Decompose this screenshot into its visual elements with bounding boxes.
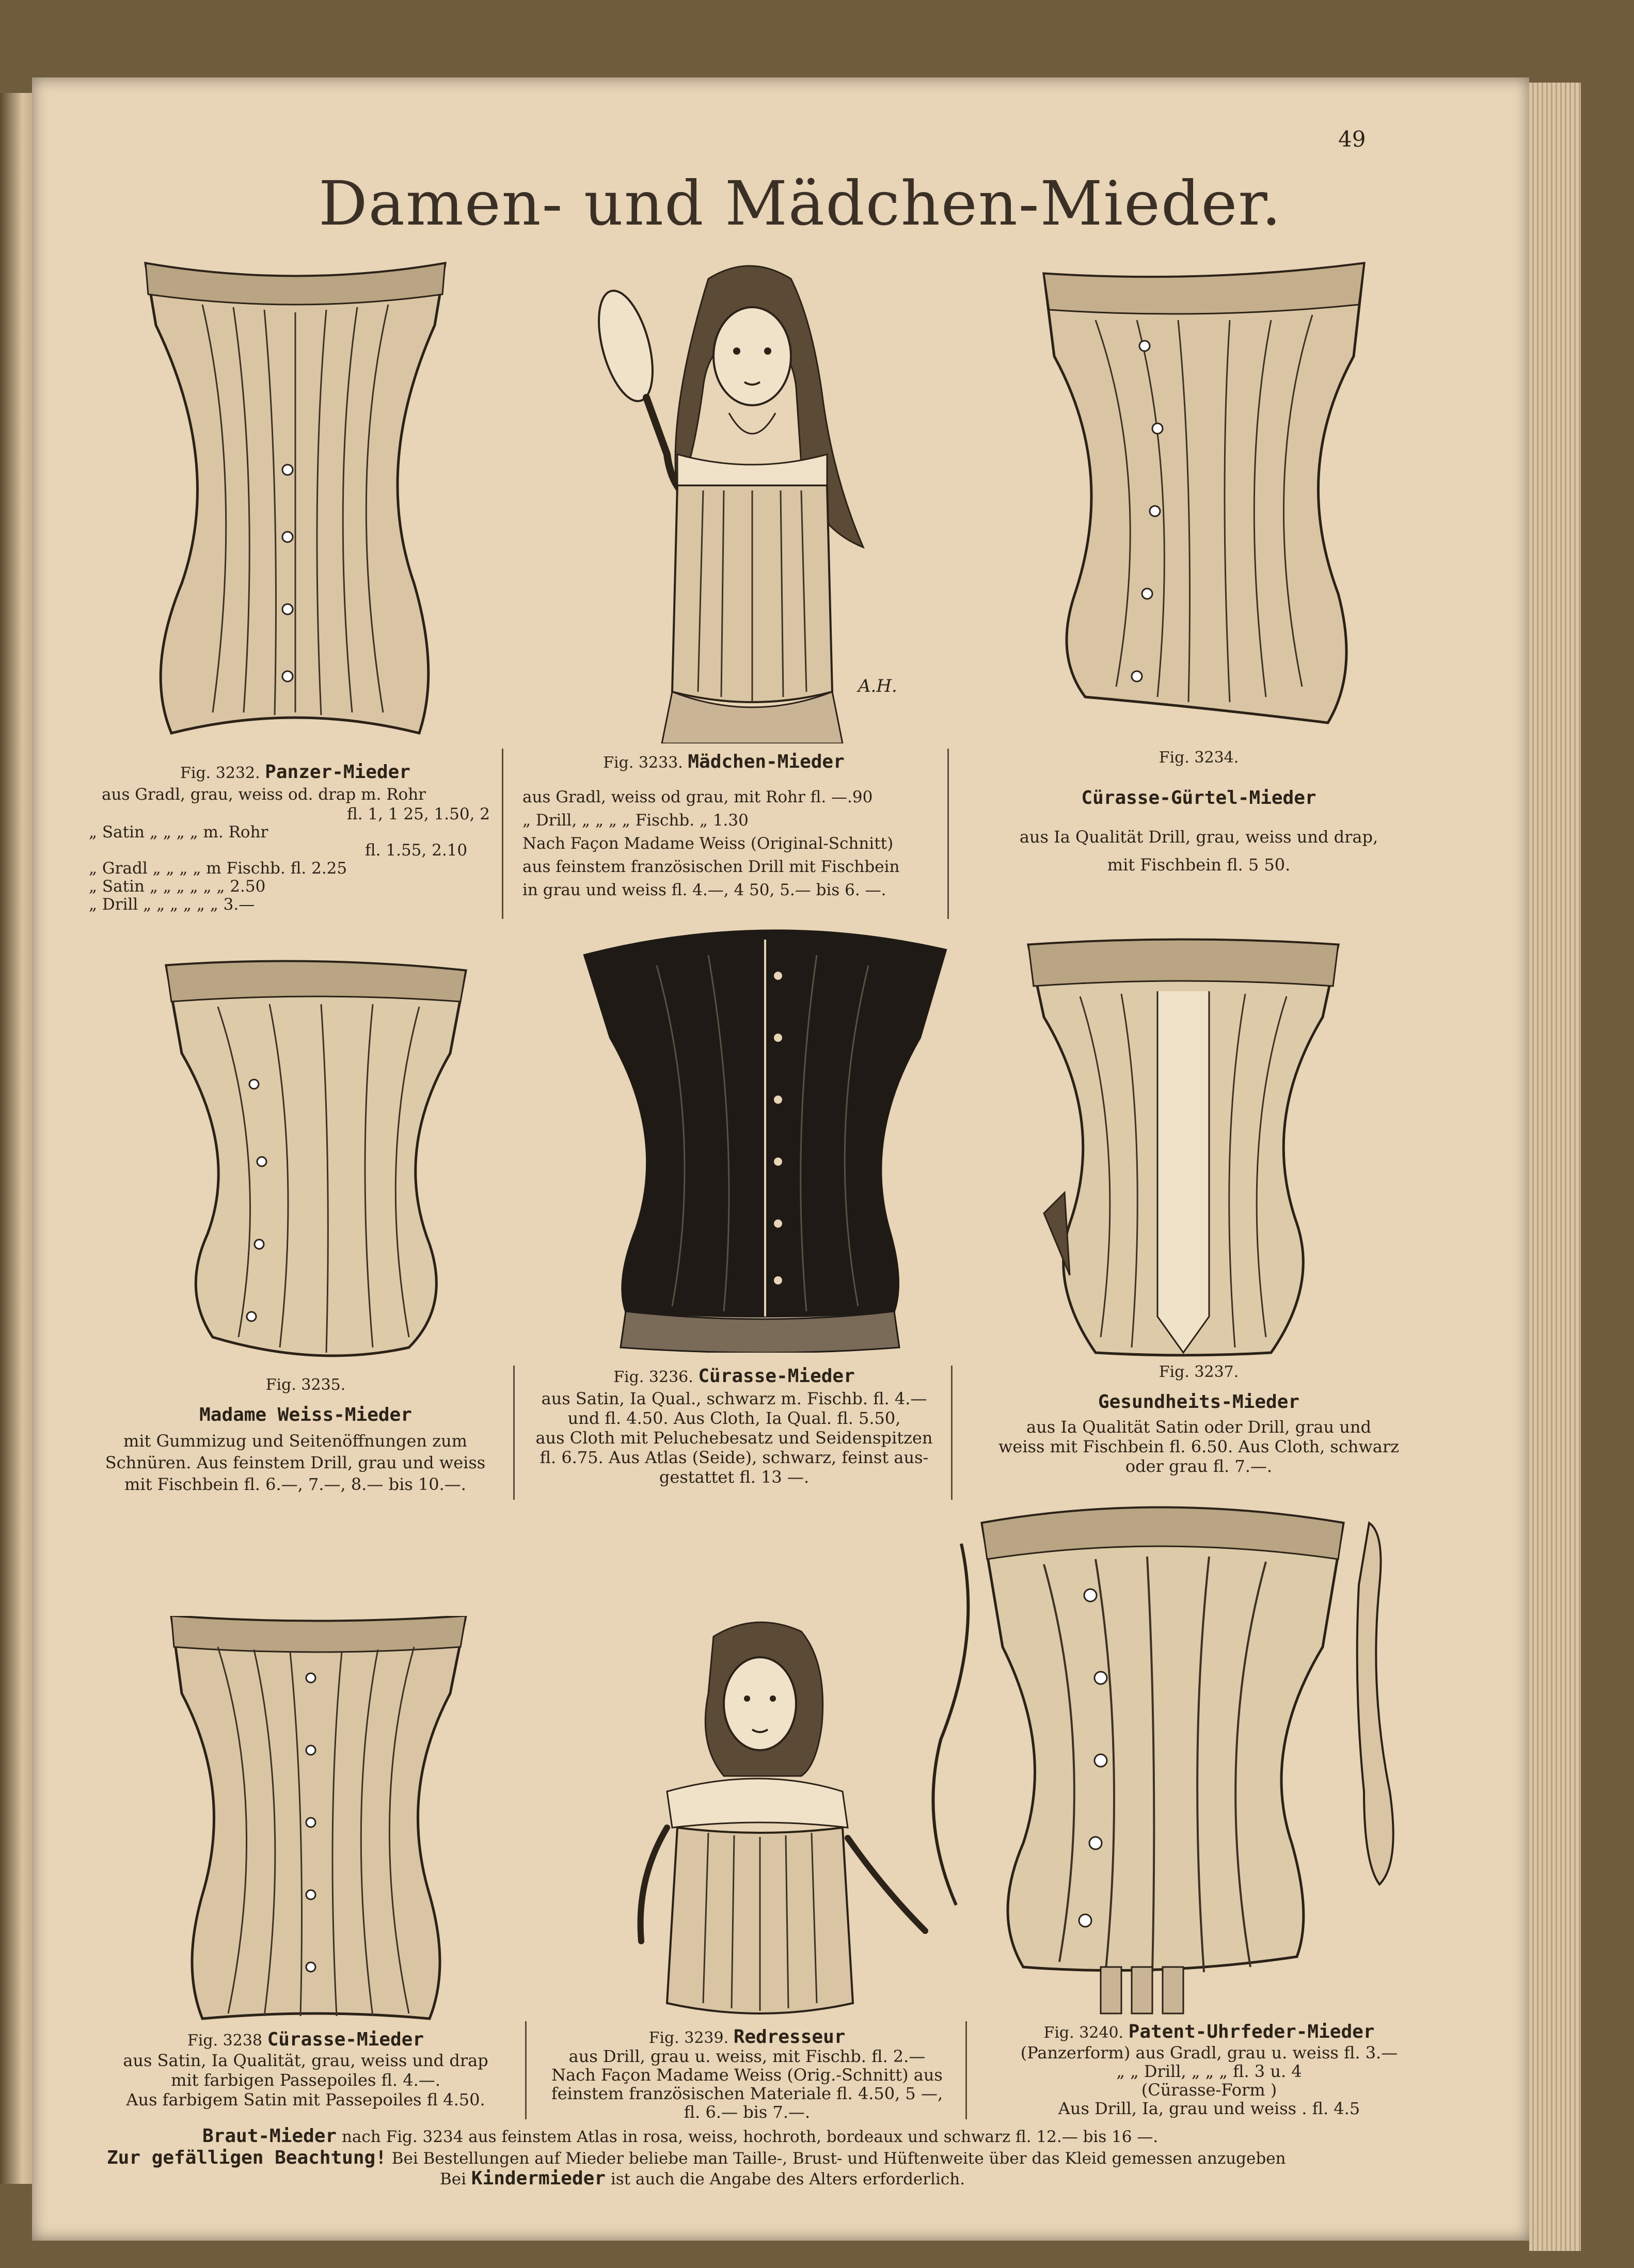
fig-3233-line: aus Gradl, weiss od grau, mit Rohr fl. —.90: [522, 788, 873, 806]
fig-3237-name: [966, 1391, 1431, 1413]
fig-3232-line: „ Satin „ „ „ „ „ „ 2.50: [89, 877, 266, 896]
fig-3237-caption: Fig. 3237.: [1159, 1363, 1239, 1381]
fig-3232-line: „ Drill „ „ „ „ „ „ 3.—: [89, 895, 255, 914]
footer-bridal-note: Braut-Mieder nach Fig. 3234 aus feinstem Atlas in rosa, weiss, hochroth, bordeaux und schwarz fl. 12.— bis 16 —.: [202, 2126, 1159, 2147]
footer-attention-note: Zur gefälligen Beachtung! Bei Bestellungen auf Mieder beliebe man Taille-, Brust- und Hüftenweite über das Kleid gemessen anzugeben: [107, 2147, 1286, 2168]
product-name: Panzer-Mieder: [265, 762, 410, 783]
fig-3236-description: aus Satin, Ia Qual., schwarz m. Fischb. fl. 4.— und fl. 4.50. Aus Cloth, Ia Qual. fl. 5.50, aus Cloth mit Peluchebesatz und Seidenspitzen fl. 6.75. Aus Atlas (Seide), schwarz, feinst aus- gestattet fl. 13 —.: [535, 1389, 933, 1487]
fig-3234-name: [961, 787, 1436, 808]
column-divider: [947, 749, 949, 919]
artist-monogram: A.H.: [858, 676, 897, 696]
catalog-page: [32, 77, 1529, 2241]
fig-3232-caption: Fig. 3232. Panzer-Mieder: [180, 762, 410, 783]
footer-attention-label: Zur gefälligen Beachtung!: [107, 2147, 387, 2168]
page-title: Damen- und Mädchen-Mieder.: [319, 168, 1282, 239]
corset-illustration-3232: [125, 248, 466, 738]
fig-3235-caption: Fig. 3235.: [265, 1376, 346, 1394]
footer-children-label: Kindermieder: [471, 2168, 606, 2189]
product-name: Cürasse-Gürtel-Mieder: [1081, 787, 1316, 808]
fig-3232-line: „ Satin „ „ „ „ m. Rohr: [89, 823, 268, 842]
fig-3233-line: „ Drill, „ „ „ „ Fischb. „ 1.30: [522, 811, 749, 830]
fig-3238-description: aus Satin, Ia Qualität, grau, weiss und drap mit farbigen Passepoiles fl. 4.—. Aus farbigem Satin mit Passepoiles fl 4.50.: [123, 2051, 488, 2110]
fig-3240-caption: Fig. 3240. Patent-Uhrfeder-Mieder: [1043, 2021, 1375, 2042]
product-name: Redresseur: [733, 2026, 846, 2048]
fig-3233-line: in grau und weiss fl. 4.—, 4 50, 5.— bis 6. —.: [522, 881, 886, 899]
fig-3232-line: „ Gradl „ „ „ „ m Fischb. fl. 2.25: [89, 859, 347, 878]
corset-illustration-3235: [151, 955, 481, 1368]
product-name: Cürasse-Mieder: [698, 1366, 855, 1387]
corset-illustration-3240: [889, 1430, 1436, 2034]
fig-3233-line: aus feinstem französischen Drill mit Fischbein: [522, 858, 900, 876]
product-name: Madame Weiss-Mieder: [199, 1404, 412, 1425]
column-divider: [965, 2021, 967, 2119]
left-page-edge: [0, 93, 32, 2184]
column-divider: [525, 2021, 527, 2119]
fig-3237-description: aus Ia Qualität Satin oder Drill, grau und weiss mit Fischbein fl. 6.50. Aus Cloth, schwarz oder grau fl. 7.—.: [998, 1417, 1399, 1476]
fig-3238-caption: Fig. 3238 Cürasse-Mieder: [187, 2029, 424, 2050]
fig-3236-caption: Fig. 3236. Cürasse-Mieder: [613, 1366, 855, 1387]
girl-corset-illustration-3233: [553, 258, 946, 743]
page-number: 49: [1338, 126, 1366, 152]
fig-3235-name: [109, 1404, 502, 1425]
fig-3232-line: fl. 1.55, 2.10: [365, 841, 468, 860]
column-divider: [513, 1366, 515, 1500]
corset-illustration-3237: [1003, 924, 1364, 1363]
fig-3239-caption: Fig. 3239. Redresseur: [648, 2026, 846, 2048]
fig-3233-caption: Fig. 3233. Mädchen-Mieder: [603, 751, 845, 772]
fig-3240-description: (Panzerform) aus Gradl, grau u. weiss fl. 3.— „ „ Drill, „ „ „ fl. 3 u. 4 (Cürasse-Form ) Aus Drill, Ia, grau und weiss . fl. 4.5: [1020, 2043, 1398, 2118]
fig-3239-description: aus Drill, grau u. weiss, mit Fischb. fl. 2.— Nach Façon Madame Weiss (Orig.-Schnitt) aus feinstem französischen Materiale fl. 4.50, 5 —, fl. 6.— bis 7.—.: [551, 2047, 943, 2122]
product-name: Gesundheits-Mieder: [1098, 1391, 1300, 1413]
fig-3232-line: aus Gradl, grau, weiss od. drap m. Rohr: [102, 785, 426, 804]
footer-children-note: Bei Kindermieder ist auch die Angabe des Alters erforderlich.: [440, 2168, 965, 2189]
column-divider: [502, 749, 503, 919]
product-name: Cürasse-Mieder: [267, 2029, 424, 2050]
black-corset-illustration-3236: [574, 919, 956, 1353]
fig-3233-line: Nach Façon Madame Weiss (Original-Schnitt): [522, 834, 894, 853]
fig-3234-caption: Fig. 3234.: [1159, 749, 1239, 767]
fig-3232-line: fl. 1, 1 25, 1.50, 2: [347, 805, 490, 823]
fig-3235-description: mit Gummizug und Seitenöffnungen zum Schnüren. Aus feinstem Drill, grau und weiss mit Fischbein fl. 6.—, 7.—, 8.— bis 10.—.: [105, 1431, 486, 1494]
footer-bridal-label: Braut-Mieder: [202, 2126, 337, 2147]
page-stack-edge: [1529, 83, 1581, 2251]
corset-illustration-3234: [1023, 232, 1385, 728]
product-name: Mädchen-Mieder: [688, 751, 845, 772]
fig-3234-description: aus Ia Qualität Drill, grau, weiss und drap, mit Fischbein fl. 5 50.: [1019, 827, 1378, 875]
product-name: Patent-Uhrfeder-Mieder: [1128, 2021, 1375, 2042]
corset-illustration-3238: [151, 1616, 481, 2029]
